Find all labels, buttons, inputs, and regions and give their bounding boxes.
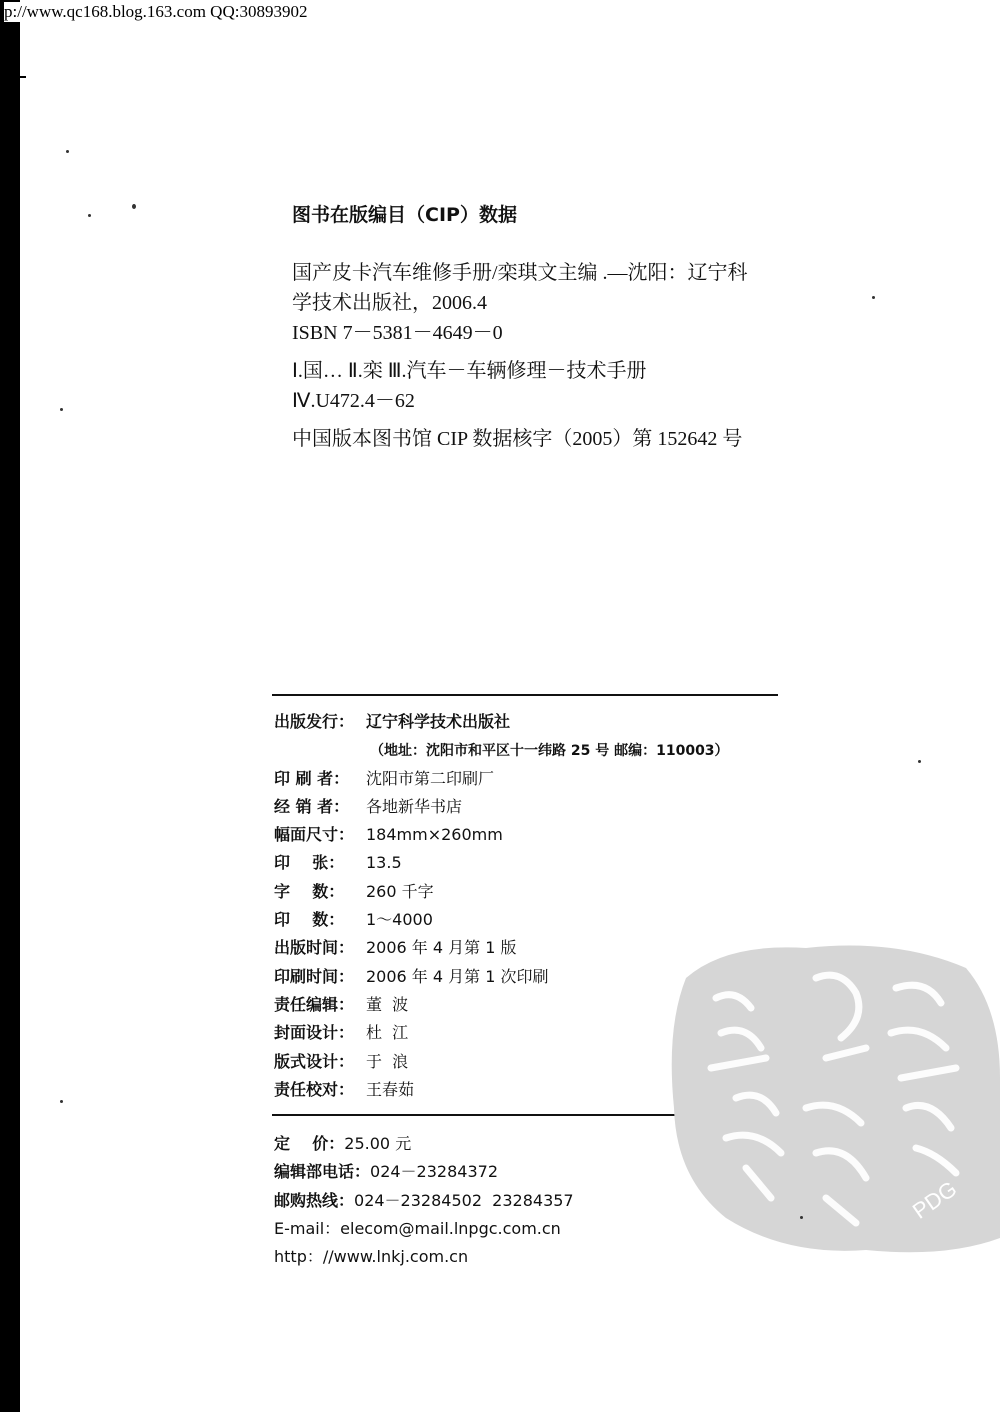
library-seal-watermark (666, 938, 1000, 1258)
cip-body (292, 258, 792, 454)
contact-value: 024－23284502 23284357 (354, 1190, 574, 1210)
imprint-label: 印 数： (274, 910, 345, 930)
imprint-row-printer (274, 765, 794, 793)
imprint-value: 董 波 (366, 994, 409, 1014)
cip-isbn: ISBN 7－5381－4649－0 (292, 322, 503, 344)
cip-line-2: 学技术出版社，2006.4 (292, 292, 487, 314)
scan-edge-bar (0, 0, 20, 1412)
imprint-label: 责任校对： (274, 1079, 355, 1099)
scan-speck (800, 1216, 803, 1219)
imprint-label: 出版发行： (274, 712, 355, 731)
imprint-label: 版式设计： (274, 1051, 355, 1071)
contact-value: 25.00 元 (344, 1134, 412, 1153)
imprint-value: 杜 江 (366, 1023, 409, 1043)
divider-rule-top (272, 694, 778, 696)
cip-classification-2: Ⅳ.U472.4－62 (292, 390, 415, 412)
imprint-label: 幅面尺寸： (274, 825, 355, 845)
seal-mark: PDG (907, 1175, 962, 1224)
contact-label: E-mail： (274, 1218, 341, 1238)
imprint-label: 字 数： (274, 881, 345, 901)
cip-line-1: 国产皮卡汽车维修手册/栾琪文主编 .—沈阳：辽宁科 (292, 262, 748, 284)
imprint-row-publisher (274, 708, 794, 736)
cip-gap (292, 348, 792, 356)
scan-edge-tick (20, 76, 26, 78)
imprint-value: 辽宁科学技术出版社 (366, 712, 511, 731)
imprint-value: 1～4000 (366, 910, 433, 930)
imprint-value: 王春茹 (366, 1079, 415, 1099)
contact-label: 定 价： (274, 1134, 345, 1153)
contact-label: 编辑部电话： (274, 1162, 371, 1182)
scan-speck (60, 1100, 63, 1103)
contact-label: http： (274, 1247, 323, 1267)
imprint-label: 印 张： (274, 853, 345, 873)
imprint-label: 出版时间： (274, 938, 355, 958)
imprint-value: 于 浪 (366, 1051, 409, 1071)
imprint-row-format (274, 821, 794, 849)
cip-title: 图书在版编目（CIP）数据 (292, 204, 517, 226)
scan-speck (132, 204, 136, 209)
imprint-value: 184mm×260mm (366, 825, 503, 845)
imprint-address: （地址：沈阳市和平区十一纬路 25 号 邮编：110003） (370, 743, 729, 760)
header-watermark-text: p://www.qc168.blog.163.com QQ:30893902 (4, 2, 311, 22)
contact-label: 邮购热线： (274, 1190, 355, 1210)
imprint-value: 沈阳市第二印刷厂 (366, 768, 495, 788)
imprint-row-words (274, 878, 794, 906)
imprint-value: 260 千字 (366, 881, 434, 901)
imprint-value: 2006 年 4 月第 1 版 (366, 938, 517, 958)
cip-classification-1: Ⅰ.国… Ⅱ.栾 Ⅲ.汽车－车辆修理－技术手册 (292, 360, 647, 382)
imprint-row-sheets (274, 849, 794, 877)
imprint-value: 13.5 (366, 853, 402, 873)
imprint-label: 责任编辑： (274, 994, 355, 1014)
cip-gap (292, 416, 792, 424)
imprint-label: 印 刷 者： (274, 768, 350, 788)
contact-value: elecom@mail.lnpgc.com.cn (340, 1218, 561, 1238)
imprint-row-address (274, 736, 794, 764)
scan-speck (60, 408, 63, 411)
imprint-value: 2006 年 4 月第 1 次印刷 (366, 966, 549, 986)
scan-speck (66, 150, 69, 153)
scan-speck (918, 760, 921, 763)
cip-record: 中国版本图书馆 CIP 数据核字（2005）第 152642 号 (292, 428, 743, 450)
contact-value: //www.lnkj.com.cn (322, 1247, 469, 1267)
scan-speck (88, 214, 91, 217)
imprint-label: 经 销 者： (274, 796, 350, 816)
scan-speck (872, 296, 875, 299)
contact-value: 024－23284372 (370, 1162, 498, 1182)
imprint-label: 封面设计： (274, 1023, 355, 1043)
imprint-label: 印刷时间： (274, 966, 355, 986)
imprint-row-print-count (274, 906, 794, 934)
imprint-value: 各地新华书店 (366, 796, 463, 816)
imprint-row-distributor (274, 793, 794, 821)
